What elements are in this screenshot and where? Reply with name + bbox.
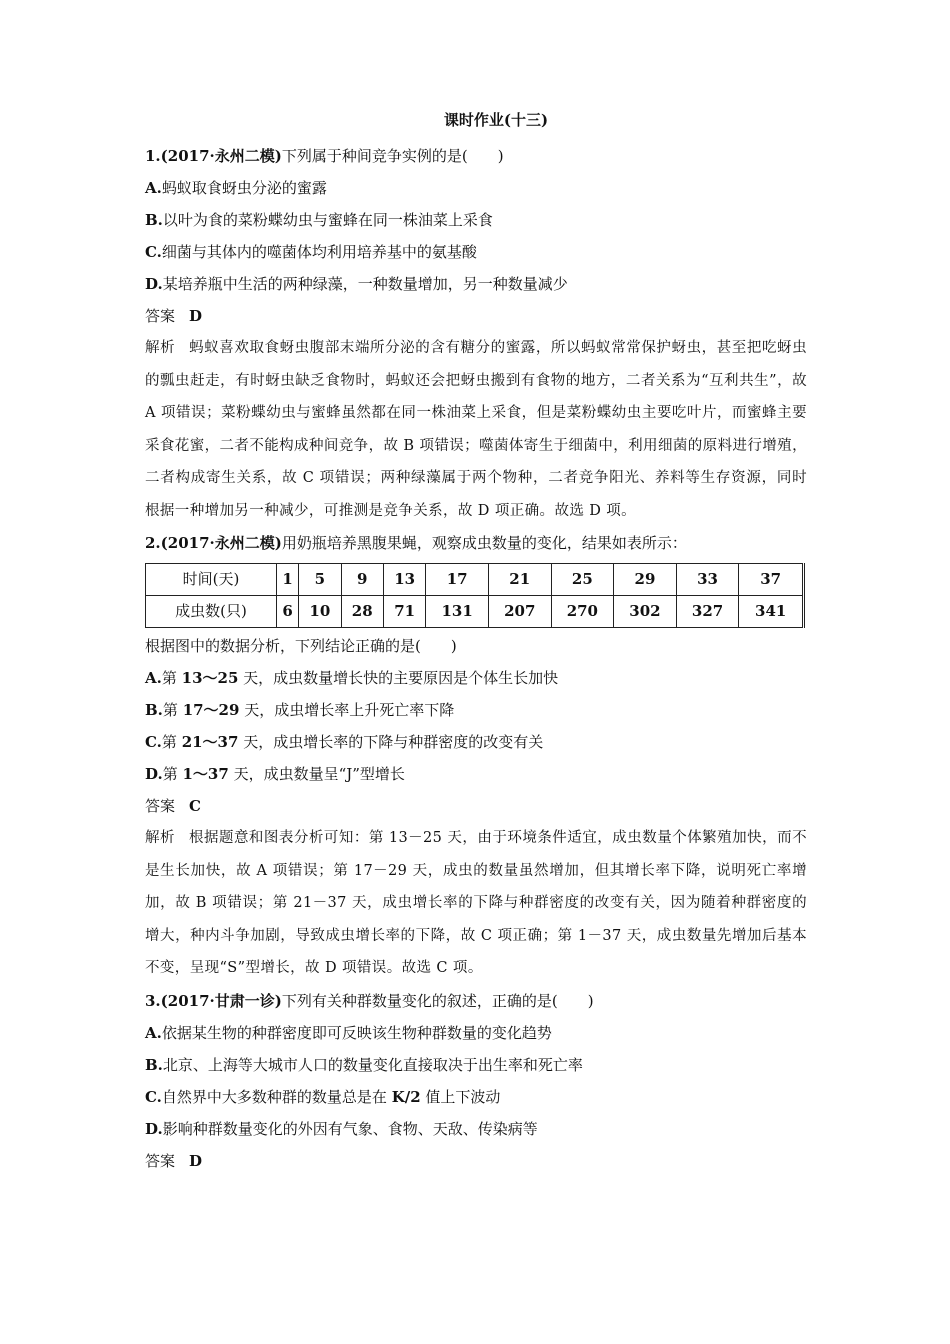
option-label: B.: [145, 1055, 163, 1074]
option-label: A.: [145, 179, 162, 197]
question-text: 下列属于种间竞争实例的是( ): [281, 147, 504, 165]
option-text: 天，成虫数量呈“J”型增长: [228, 765, 405, 783]
question-2-stem-2: 根据图中的数据分析，下列结论正确的是( ): [145, 637, 457, 655]
option-text: 细菌与其体内的噬菌体均利用培养基中的氨基酸: [161, 243, 477, 261]
option-c: [145, 236, 807, 268]
option-text: 自然界中大多数种群的数量总是在: [161, 1087, 392, 1106]
option-label: D.: [145, 275, 163, 293]
option-label: B.: [145, 701, 163, 719]
question-2: [145, 527, 807, 985]
table-cell: 21: [488, 564, 551, 596]
option-a: [145, 1017, 807, 1049]
page-title: 课时作业(十三): [443, 111, 549, 129]
table-cell: 10: [299, 596, 341, 628]
question-number: 2.: [145, 534, 161, 552]
option-label: A.: [145, 669, 162, 687]
table-row-header: 成虫数(只): [146, 596, 277, 628]
option-b: [145, 204, 807, 236]
option-text: 以叶为食的菜粉蝶幼虫与蜜蜂在同一株油菜上采食: [162, 211, 493, 229]
option-b: [145, 1049, 807, 1081]
answer-value: D: [189, 1151, 203, 1170]
answer-value: C: [189, 797, 201, 815]
option-text: 值上下波动: [420, 1087, 501, 1106]
table-cell: 1: [277, 564, 299, 596]
answer-line: [145, 1145, 807, 1177]
table-row: [146, 596, 804, 628]
option-k-value: K/2: [391, 1087, 421, 1106]
table-cell: 25: [551, 564, 614, 596]
option-text: 第: [161, 733, 182, 751]
option-label: D.: [145, 1119, 163, 1138]
option-text: 天，成虫增长率上升死亡率下降: [239, 701, 455, 719]
option-text: 第: [162, 701, 183, 719]
option-label: C.: [145, 733, 162, 751]
answer-label: 答案: [145, 307, 176, 325]
option-d: [145, 268, 807, 300]
table-cell: 13: [383, 564, 425, 596]
option-a: [145, 662, 807, 694]
option-d: [145, 1113, 807, 1145]
option-b: [145, 694, 807, 726]
analysis-text: 根据题意和图表分析可知：第 13－25 天，由于环境条件适宜，成虫数量个体繁殖加快，而不是生长加快，故 A 项错误；第 17－29 天，成虫的数量虽然增加，但其增长率下降，说明死亡率增加，故 B 项错误；第 21－37 天，成虫增长率的下降与种群密度的改变有关，因为随着种群密度的增大，种内斗争加剧，导致成虫增长率的下降，故 C 项正确；第 1－37 天，成虫数量先增加后基本不变，呈现“S”型增长，故 D 项错误。故选 C 项。: [145, 830, 807, 976]
answer-value: D: [189, 307, 203, 325]
option-text: 北京、上海等大城市人口的数量变化直接取决于出生率和死亡率: [162, 1055, 583, 1074]
table-cell: 6: [277, 596, 299, 628]
table-row: [146, 564, 804, 596]
question-source: (2017·甘肃一诊): [160, 991, 282, 1010]
question-source: (2017·永州二模): [160, 147, 282, 165]
table-cell: 5: [299, 564, 341, 596]
option-label: C.: [145, 1087, 162, 1106]
question-2-stem: [145, 527, 807, 559]
table-cell: 207: [488, 596, 551, 628]
option-label: C.: [145, 243, 162, 261]
table-cell: 17: [426, 564, 489, 596]
table-row-header: 时间(天): [146, 564, 277, 596]
question-1: [145, 140, 807, 527]
table-cell: 302: [614, 596, 677, 628]
analysis-label: 解析: [145, 830, 175, 846]
option-text: 天，成虫增长率的下降与种群密度的改变有关: [238, 733, 544, 751]
option-text: 某培养瓶中生活的两种绿藻，一种数量增加，另一种数量减少: [162, 275, 568, 293]
option-text: 依据某生物的种群密度即可反映该生物种群数量的变化趋势: [161, 1023, 552, 1042]
option-label: A.: [145, 1023, 162, 1042]
option-range: 17～29: [182, 701, 240, 719]
analysis-paragraph: [145, 822, 807, 985]
table-cell: 327: [676, 596, 739, 628]
table-cell: 9: [341, 564, 383, 596]
option-text: 影响种群数量变化的外因有气象、食物、天敌、传染病等: [162, 1119, 538, 1138]
question-number: 1.: [145, 147, 161, 165]
option-c: [145, 1081, 807, 1113]
table-cell: 71: [383, 596, 425, 628]
data-table: [145, 563, 805, 628]
question-1-stem: [145, 140, 807, 172]
option-text: 第: [162, 765, 183, 783]
worksheet-page: [145, 110, 807, 1177]
question-3-stem: [145, 985, 807, 1017]
option-a: [145, 172, 807, 204]
table-cell: 28: [341, 596, 383, 628]
answer-label: 答案: [145, 797, 176, 815]
question-text: 下列有关种群数量变化的叙述，正确的是( ): [281, 991, 594, 1010]
option-d: [145, 758, 807, 790]
option-text: 第: [161, 669, 182, 687]
question-3: [145, 985, 807, 1177]
question-text: 用奶瓶培养黑腹果蝇，观察成虫数量的变化，结果如表所示：: [281, 534, 687, 552]
answer-label: 答案: [145, 1151, 176, 1170]
question-source: (2017·永州二模): [160, 534, 282, 552]
option-text: 天，成虫数量增长快的主要原因是个体生长加快: [238, 669, 559, 687]
option-text: 蚂蚁取食蚜虫分泌的蜜露: [161, 179, 327, 197]
option-range: 13～25: [181, 669, 239, 687]
answer-line: [145, 790, 807, 822]
table-cell: 270: [551, 596, 614, 628]
option-label: D.: [145, 765, 163, 783]
option-c: [145, 726, 807, 758]
table-cell: 33: [676, 564, 739, 596]
table-cell: 29: [614, 564, 677, 596]
analysis-label: 解析: [145, 340, 176, 356]
analysis-paragraph: [145, 332, 807, 527]
question-number: 3.: [145, 991, 161, 1010]
option-label: B.: [145, 211, 163, 229]
table-cell: 37: [739, 564, 804, 596]
analysis-text: 蚂蚁喜欢取食蚜虫腹部末端所分泌的含有糖分的蜜露，所以蚂蚁常常保护蚜虫，甚至把吃蚜虫的瓢虫赶走，有时蚜虫缺乏食物时，蚂蚁还会把蚜虫搬到有食物的地方，二者关系为“互利共生”，故 A 项错误；菜粉蝶幼虫与蜜蜂虽然都在同一株油菜上采食，但是菜粉蝶幼虫主要吃叶片，而蜜蜂主要采食花蜜，二者不能构成种间竞争，故 B 项错误；噬菌体寄生于细菌中，利用细菌的原料进行增殖，二者构成寄生关系，故 C 项错误；两种绿藻属于两个物种，二者竞争阳光、养料等生存资源，同时根据一种增加另一种减少，可推测是竞争关系，故 D 项正确。故选 D 项。: [145, 340, 807, 519]
table-cell: 341: [739, 596, 804, 628]
answer-line: [145, 300, 807, 332]
option-range: 1～37: [182, 765, 229, 783]
table-cell: 131: [426, 596, 489, 628]
option-range: 21～37: [181, 733, 239, 751]
